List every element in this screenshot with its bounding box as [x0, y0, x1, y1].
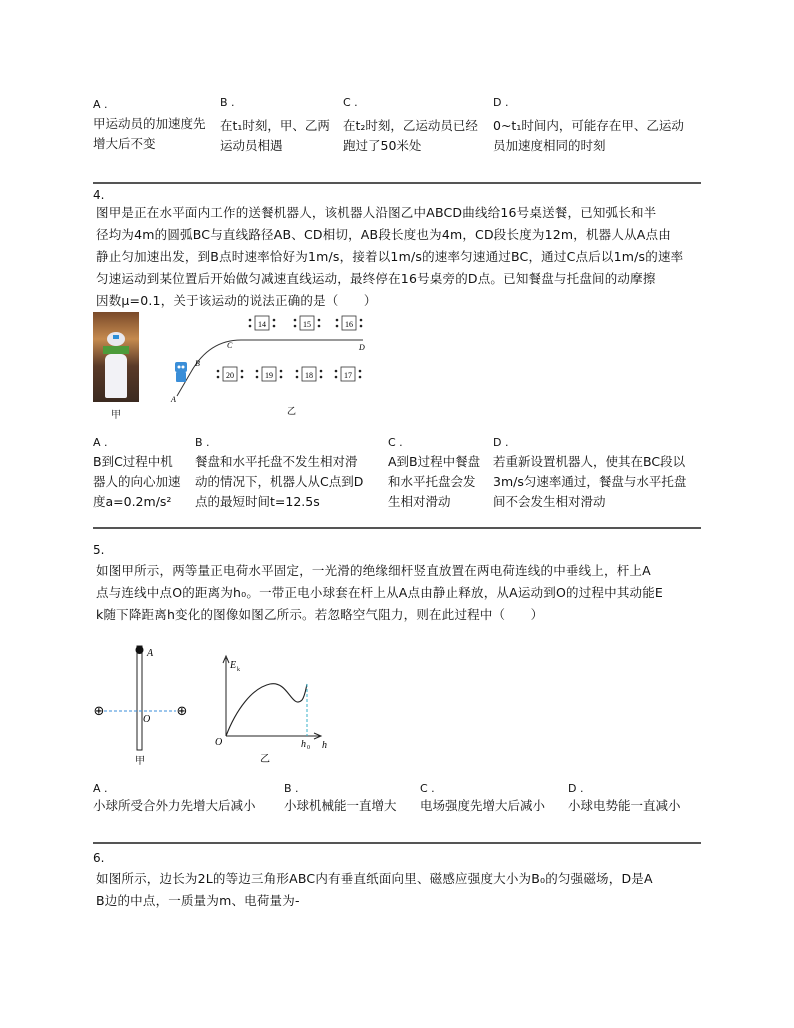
y-axis-label: E [230, 660, 237, 671]
q3-option-d-label: D . [493, 96, 509, 109]
positive-charge-icon: ⊕ [176, 704, 188, 719]
q3-option-c-label: C . [343, 96, 358, 109]
q4-figure [93, 312, 375, 420]
table-label: 15 [303, 320, 311, 329]
point-label-a: A [171, 395, 176, 404]
q5-number: 5. [93, 543, 105, 557]
q4-caption-right: 乙 [287, 407, 297, 417]
q4-stem-line: 静止匀加速出发，到B点时速率恰好为1m/s，接着以1m/s的速率匀速通过BC，通过C点后以1m/s的速率 [96, 249, 684, 264]
point-label-d: D [359, 343, 365, 352]
q4-option-c-label: C . [388, 436, 403, 449]
q5-caption-left: 甲 [135, 756, 145, 767]
path-abcd [177, 340, 363, 396]
q3-option-c-line: 在t₂时刻，乙运动员已经 [343, 118, 478, 133]
q6-stem [96, 868, 706, 912]
q4-option-a-label: A . [93, 436, 108, 449]
q3-option-c-text[interactable] [343, 116, 478, 156]
q3-option-c-line: 跑过了50米处 [343, 138, 422, 153]
q4-option-d-label: D . [493, 436, 509, 449]
q5-option-d-text[interactable]: 小球电势能一直减小 [568, 798, 681, 813]
table-label: 16 [345, 320, 353, 329]
q5-option-c-text[interactable]: 电场强度先增大后减小 [420, 798, 546, 813]
q3-option-a-line: 甲运动员的加速度先 [93, 116, 206, 131]
h0-label-sub: 0 [307, 745, 310, 751]
point-label-b: B [195, 359, 200, 368]
q3-option-b-line: 运动员相遇 [220, 138, 283, 153]
table-label: 14 [258, 320, 266, 329]
q3-option-b-text[interactable] [220, 116, 330, 156]
q3-option-a-text[interactable] [93, 114, 206, 154]
q4-stem-line: 图甲是正在水平面内工作的送餐机器人，该机器人沿图乙中ABCD曲线给16号桌送餐，已知弧长和半 [96, 205, 657, 220]
origin-label: O [215, 737, 223, 748]
question-divider [93, 182, 701, 184]
q5-option-b-text[interactable]: 小球机械能一直增大 [284, 798, 397, 813]
table-label: 19 [265, 371, 273, 380]
q4-option-c-line: 和水平托盘会发 [388, 474, 476, 489]
question-divider [93, 527, 701, 529]
q4-path-diagram [169, 312, 379, 420]
q5-figure-yi [210, 648, 335, 768]
q3-option-a-label: A . [93, 98, 108, 111]
point-label-c: C [227, 341, 233, 350]
q4-stem-line: 匀速运动到某位置后开始做匀减速直线运动，最终停在16号桌旁的D点。已知餐盘与托盘间的动摩擦 [96, 271, 656, 286]
q4-option-d-line: 3m/s匀速率通过，餐盘与水平托盘 [493, 474, 687, 489]
q3-option-d-line: 0~t₁时间内，可能存在甲、乙运动 [493, 118, 684, 133]
q5-option-b-label: B . [284, 782, 299, 795]
q4-option-d-line: 若重新设置机器人，使其在BC段以 [493, 454, 686, 469]
q4-option-b-line: 餐盘和水平托盘不发生相对滑 [195, 454, 358, 469]
q5-option-a-text[interactable]: 小球所受合外力先增大后减小 [93, 798, 256, 813]
q4-stem-line: 因数μ=0.1，关于该运动的说法正确的是（ ） [96, 293, 377, 308]
q4-option-d-line: 间不会发生相对滑动 [493, 494, 606, 509]
q4-option-b-line: 点的最短时间t=12.5s [195, 494, 320, 509]
q4-option-a-line: 度a=0.2m/s² [93, 494, 172, 509]
q4-option-a-line: B到C过程中机 [93, 454, 173, 469]
y-axis-label-sub: k [237, 667, 240, 673]
positive-charge-icon: ⊕ [93, 704, 105, 719]
ek-curve [226, 684, 307, 736]
q6-stem-line: 如图所示，边长为2L的等边三角形ABC内有垂直纸面向里、磁感应强度大小为B₀的匀强磁场，D是A [96, 871, 653, 886]
question-divider [93, 842, 701, 844]
table-label: 20 [226, 371, 234, 380]
q3-option-b-label: B . [220, 96, 235, 109]
q4-option-a-line: 器人的向心加速 [93, 474, 181, 489]
q5-option-a-label: A . [93, 782, 108, 795]
q4-caption-left: 甲 [111, 410, 121, 421]
q4-option-b-line: 动的情况下，机器人从C点到D [195, 474, 364, 489]
q4-option-b-text[interactable] [195, 452, 363, 512]
q5-stem [96, 560, 706, 626]
q4-option-c-line: A到B过程中餐盘 [388, 454, 481, 469]
q6-stem-line: B边的中点，一质量为m、电荷量为- [96, 893, 300, 908]
h0-label: h [301, 739, 306, 750]
ball [136, 646, 144, 654]
table-label: 18 [305, 371, 313, 380]
x-axis-label: h [322, 740, 327, 751]
q4-number: 4. [93, 188, 105, 202]
q5-caption-right: 乙 [260, 754, 270, 765]
q3-option-b-line: 在t₁时刻，甲、乙两 [220, 118, 330, 133]
q5-option-d-label: D . [568, 782, 584, 795]
q4-stem-line: 径均为4m的圆弧BC与直线路径AB、CD相切，AB段长度也为4m，CD段长度为12m，机器人从A点由 [96, 227, 671, 242]
q5-figure-jia [88, 640, 198, 770]
q4-option-b-label: B . [195, 436, 210, 449]
point-a-label: A [147, 648, 154, 659]
q3-option-d-line: 员加速度相同的时刻 [493, 138, 606, 153]
table-label: 17 [344, 371, 352, 380]
q5-stem-line: 点与连线中点O的距离为h₀。一带正电小球套在杆上从A点由静止释放，从A运动到O的过程中其动能E [96, 585, 664, 600]
q4-option-c-line: 生相对滑动 [388, 494, 451, 509]
q4-stem [96, 202, 706, 312]
q4-option-a-text[interactable] [93, 452, 181, 512]
robot-icon [175, 362, 187, 382]
robot-photo [93, 312, 139, 402]
q3-option-a-line: 增大后不变 [93, 136, 156, 151]
q4-option-c-text[interactable] [388, 452, 480, 512]
q4-option-d-text[interactable] [493, 452, 686, 512]
q6-number: 6. [93, 851, 105, 865]
q5-stem-line: 如图甲所示，两等量正电荷水平固定，一光滑的绝缘细杆竖直放置在两电荷连线的中垂线上，杆上A [96, 563, 651, 578]
q5-stem-line: k随下降距离h变化的图像如图乙所示。若忽略空气阻力，则在此过程中（ ） [96, 607, 544, 622]
insulating-rod [137, 646, 142, 750]
q3-option-d-text[interactable] [493, 116, 684, 156]
q5-option-c-label: C . [420, 782, 435, 795]
point-o-label: O [143, 714, 151, 725]
